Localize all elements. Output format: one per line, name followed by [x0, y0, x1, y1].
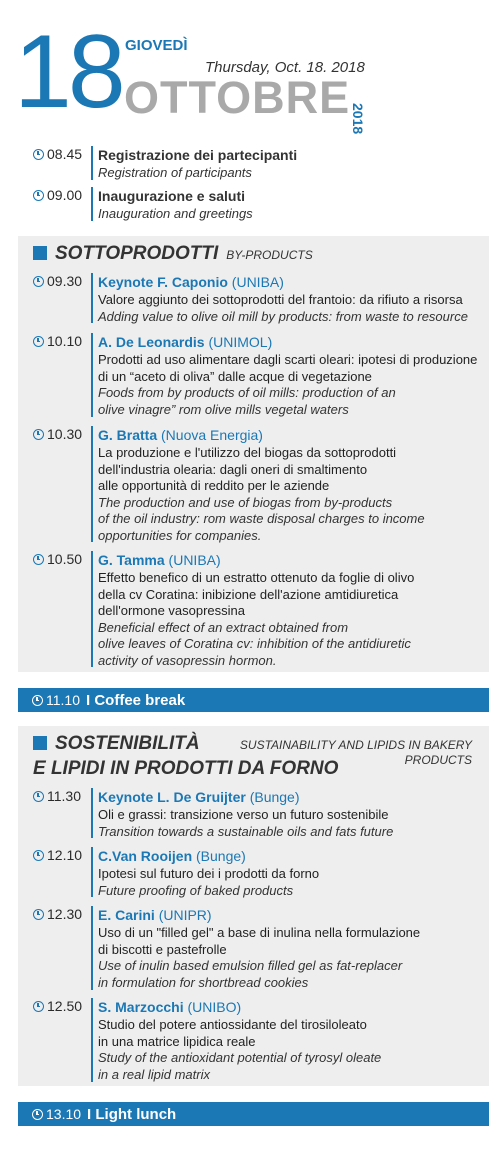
talk-title-en: Beneficial effect of an extract obtained from [98, 619, 349, 635]
speaker-name: E. Carini [98, 907, 155, 923]
talk-title-it: della cv Coratina: inibizione dell'azione amtidiuretica [98, 586, 399, 602]
clock-icon [33, 909, 44, 920]
item-time: 12.10 [47, 847, 83, 863]
talk-title-en: Future proofing of baked products [98, 882, 294, 898]
weekday: GIOVEDÌ [125, 37, 188, 54]
section-title-line2: E LIPIDI IN PRODOTTI DA FORNO [33, 758, 339, 779]
speaker-name: A. De Leonardis [98, 334, 205, 350]
break-time: 11.10 [46, 692, 80, 708]
section-title-line1: SOSTENIBILITÀ [55, 733, 200, 754]
talk-title-it: Effetto benefico di un estratto ottenuto da foglie di olivo [98, 570, 415, 585]
section-subtitle-line2: PRODUCTS [404, 753, 472, 767]
clock-icon [32, 695, 43, 706]
clock-icon [33, 190, 44, 201]
speaker-institution: (UNIPR) [158, 907, 212, 923]
talk-title-en: Study of the antioxidant potential of tyrosyl oleate [98, 1050, 382, 1065]
clock-icon [33, 336, 44, 347]
talk-title-en: in formulation for shortbread cookies [98, 974, 309, 990]
item-english: Inauguration and greetings [98, 206, 253, 221]
speaker-institution: (UNIMOL) [208, 334, 273, 350]
english-date: Thursday, Oct. 18. 2018 [205, 59, 365, 76]
speaker-institution: (Bunge) [249, 789, 300, 805]
talk-title-en: opportunities for companies. [98, 527, 262, 543]
speaker-institution: (UNIBO) [187, 999, 242, 1015]
clock-icon [32, 1109, 43, 1120]
item-title: Registrazione dei partecipanti [98, 147, 298, 163]
talk-title-en: olive vinagre” rom olive mills vegetal waters [98, 401, 349, 417]
item-time: 10.50 [47, 551, 83, 567]
item-time: 09.30 [47, 273, 83, 289]
clock-icon [33, 850, 44, 861]
talk-title-it: Studio del potere antiossidante del tirosiloleato [98, 1017, 367, 1032]
talk-title-en: in a real lipid matrix [98, 1066, 210, 1082]
speaker-name: S. Marzocchi [98, 999, 184, 1015]
schedule-item-inauguration [33, 187, 482, 223]
speaker-institution: (Bunge) [196, 848, 246, 864]
schedule-item-registration [33, 146, 482, 182]
clock-icon [33, 1001, 44, 1012]
talk-title-it: alle opportunità di reddito per le aziende [98, 478, 330, 493]
talk-title-it: Oli e grassi: transizione verso un futuro sostenibile [98, 807, 389, 822]
item-time: 09.00 [47, 187, 83, 203]
speaker-name: Keynote F. Caponio [98, 274, 228, 290]
square-bullet-icon [33, 246, 47, 260]
item-time: 12.50 [47, 998, 83, 1014]
item-time: 08.45 [47, 146, 83, 162]
section-subtitle-line1: SUSTAINABILITY AND LIPIDS IN BAKERY [239, 738, 472, 752]
day-number: 18 [14, 14, 122, 130]
speaker-name: C.Van Rooijen [98, 848, 193, 864]
clock-icon [33, 429, 44, 440]
talk-title-it: in una matrice lipidica reale [98, 1033, 256, 1049]
speaker-name: Keynote L. De Gruijter [98, 789, 246, 805]
speaker-institution: (UNIBA) [231, 274, 284, 290]
section-title: SOTTOPRODOTTI [55, 243, 219, 264]
month: OTTOBRE [124, 72, 351, 123]
talk-title-en: Foods from by products of oil mills: production of an [98, 385, 396, 400]
talk-title-it: Prodotti ad uso alimentare dagli scarti oleari: ipotesi di produzione [98, 352, 478, 367]
item-time: 10.30 [47, 426, 83, 442]
break-label: I Coffee break [86, 691, 186, 709]
item-time: 10.10 [47, 333, 83, 349]
speaker-institution: (UNIBA) [168, 552, 221, 568]
coffee-break-bar [18, 688, 489, 712]
talk-title-en: Transition towards a sustainable oils and fats future [98, 823, 394, 839]
item-time: 12.30 [47, 906, 83, 922]
talk-title-it: Valore aggiunto dei sottoprodotti del frantoio: da rifiuto a risorsa [98, 292, 463, 307]
item-english: Registration of participants [98, 165, 252, 180]
clock-icon [33, 276, 44, 287]
talk-title-it: di un “aceto di oliva” dalle acque di vegetazione [98, 368, 372, 384]
clock-icon [33, 554, 44, 565]
talk-title-en: Use of inulin based emulsion filled gel as fat-replacer [98, 958, 403, 973]
talk-title-it: dell'industria olearia: dagli oneri di smaltimento [98, 461, 368, 477]
item-time: 11.30 [47, 788, 81, 804]
talk-title-en: The production and use of biogas from by-products [98, 494, 393, 510]
talk-title-en: activity of vasopressin hormon. [98, 652, 277, 668]
talk-title-en: of the oil industry: rom waste disposal charges to income [98, 511, 425, 526]
light-lunch-bar [18, 1102, 489, 1126]
talk-title-it: dell'ormone vasopressina [98, 603, 246, 618]
section-subtitle: BY-PRODUCTS [226, 248, 313, 262]
talk-title-en: Adding value to olive oil mill by products: from waste to resource [98, 308, 468, 324]
talk-title-it: La produzione e l'utilizzo del biogas da sottoprodotti [98, 445, 397, 460]
speaker-name: G. Tamma [98, 552, 165, 568]
talk-title-en: olive leaves of Coratina cv: inhibition of the antidiuretic [98, 636, 411, 651]
break-label: I Light lunch [87, 1105, 177, 1123]
year: 2018 [350, 103, 366, 135]
clock-icon [33, 791, 44, 802]
speaker-name: G. Bratta [98, 427, 158, 443]
clock-icon [33, 149, 44, 160]
speaker-institution: (Nuova Energia) [161, 427, 263, 443]
talk-title-it: di biscotti e pastefrolle [98, 941, 227, 957]
talk-title-it: Uso di un "filled gel" a base di inulina nella formulazione [98, 925, 421, 940]
break-time: 13.10 [46, 1106, 82, 1122]
item-title: Inaugurazione e saluti [98, 188, 246, 204]
square-bullet-icon [33, 736, 47, 750]
talk-title-it: Ipotesi sul futuro dei i prodotti da forno [98, 866, 320, 881]
